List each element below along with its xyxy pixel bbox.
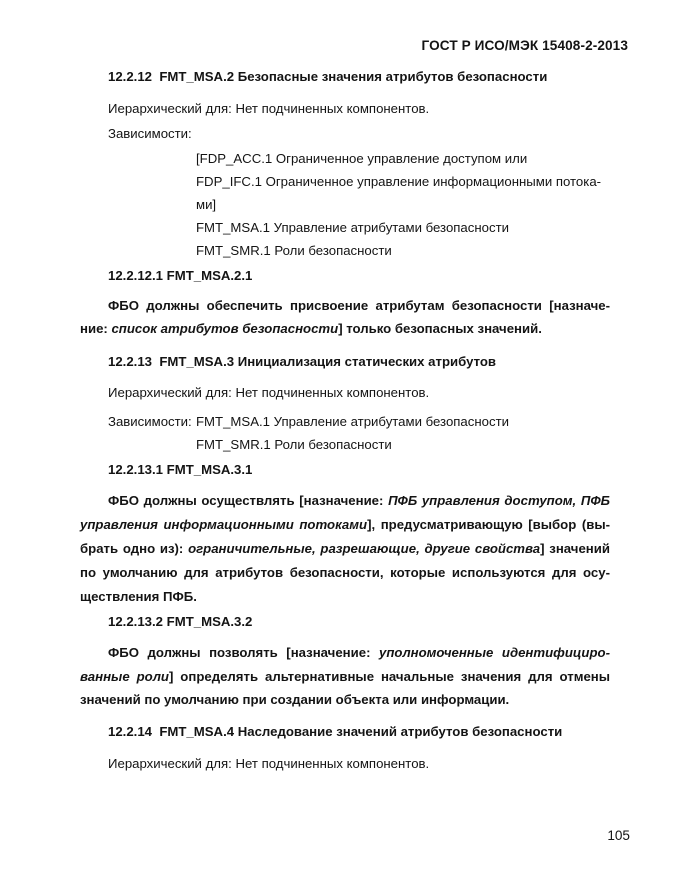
page-number: 105 — [607, 828, 630, 843]
heading-title: Безопасные значения атрибутов безопасности — [237, 69, 548, 84]
dependencies-label: Зависимости: — [108, 126, 192, 141]
text-run: ] определять альтернативные начальные значения для отмены — [168, 669, 611, 684]
paragraph-line — [80, 321, 542, 336]
paragraph-line — [108, 645, 610, 660]
text-run: ], предусматривающую [выбор (вы- — [367, 517, 611, 532]
text-run: ние: — [80, 321, 112, 336]
paragraph-line — [80, 517, 610, 532]
sub-heading-12-2-12-1: 12.2.12.1 FMT_MSA.2.1 — [108, 268, 253, 283]
paragraph-line — [80, 669, 610, 684]
dependency-item: FMT_MSA.1 Управление атрибутами безопасности — [196, 220, 509, 235]
paragraph-line: ществления ПФБ. — [80, 589, 197, 604]
section-heading-12-2-14 — [108, 724, 562, 739]
paragraph-line: значений по умолчанию при создании объекта или информации. — [80, 692, 510, 707]
sub-heading-12-2-13-2: 12.2.13.2 FMT_MSA.3.2 — [108, 614, 253, 629]
heading-title: Инициализация статических атрибутов — [237, 354, 497, 369]
paragraph-line: ФБО должны обеспечить присвоение атрибутам безопасности [назначе- — [108, 298, 610, 313]
section-heading-12-2-12 — [108, 69, 547, 84]
dependency-item: FMT_MSA.1 Управление атрибутами безопасности — [196, 414, 509, 429]
dependency-item: FMT_SMR.1 Роли безопасности — [196, 437, 392, 452]
hierarchy-text: Иерархический для: Нет подчиненных компонентов. — [108, 101, 430, 116]
section-heading-12-2-13 — [108, 354, 496, 369]
text-run: ] только безопасных значений. — [338, 321, 542, 336]
paragraph-line — [108, 493, 610, 508]
heading-code: FMT_MSA.3 — [159, 354, 235, 369]
italic-assignment: ПФБ управления доступом, ПФБ — [388, 493, 610, 508]
heading-title: Наследование значений атрибутов безопасности — [237, 724, 563, 739]
text-run: брать одно из): — [80, 541, 189, 556]
heading-number: 12.2.13 — [108, 354, 152, 369]
text-run: ФБО должны осуществлять [назначение: — [108, 493, 389, 508]
paragraph-line: по умолчанию для атрибутов безопасности, которые используются для осу- — [80, 565, 610, 580]
heading-code: FMT_MSA.2 — [159, 69, 235, 84]
standard-header: ГОСТ Р ИСО/МЭК 15408-2-2013 — [421, 38, 628, 53]
text-run: ] значений — [540, 541, 610, 556]
text-run: ФБО должны позволять [назначение: — [108, 645, 379, 660]
italic-assignment: ванные роли — [80, 669, 169, 684]
hierarchy-text: Иерархический для: Нет подчиненных компонентов. — [108, 756, 430, 771]
dependency-item: FMT_SMR.1 Роли безопасности — [196, 243, 392, 258]
italic-selection: ограничительные, разрешающие, другие свойства — [188, 541, 541, 556]
sub-heading-12-2-13-1: 12.2.13.1 FMT_MSA.3.1 — [108, 462, 253, 477]
heading-code: FMT_MSA.4 — [159, 724, 235, 739]
dependency-item: ми] — [196, 197, 217, 212]
hierarchy-text: Иерархический для: Нет подчиненных компонентов. — [108, 385, 430, 400]
italic-assignment: уполномоченные идентифициро- — [379, 645, 610, 660]
italic-assignment: список атрибутов безопасности — [111, 321, 339, 336]
dependencies-label: Зависимости: — [108, 414, 192, 429]
paragraph-line — [80, 541, 610, 556]
dependency-item: [FDP_ACC.1 Ограниченное управление доступом или — [196, 151, 528, 166]
heading-number: 12.2.14 — [108, 724, 152, 739]
italic-assignment: управления информационными потоками — [80, 517, 368, 532]
heading-number: 12.2.12 — [108, 69, 152, 84]
dependency-item: FDP_IFC.1 Ограниченное управление информационными потока- — [196, 174, 602, 189]
